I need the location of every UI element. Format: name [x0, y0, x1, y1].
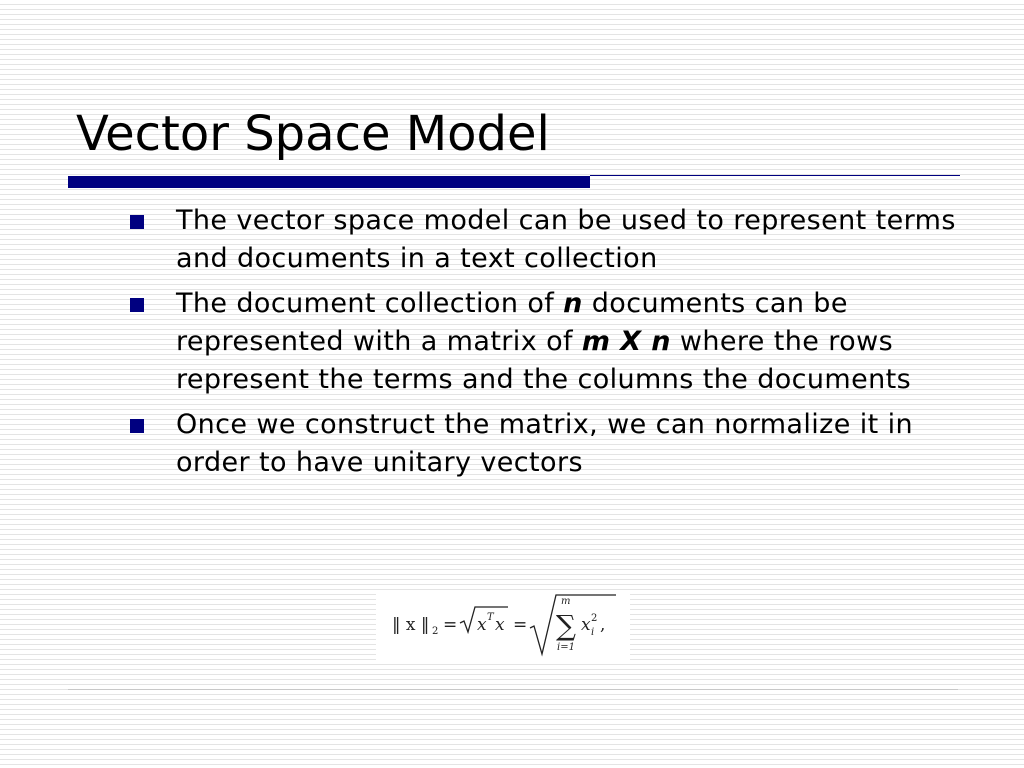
formula-norm-lhs: ‖ x ‖: [392, 615, 430, 635]
bullet-emphasis: m X n: [581, 326, 671, 357]
title-underline-bar: [68, 176, 590, 188]
formula-trailing-comma: ,: [600, 615, 606, 635]
bullet-text-run: Once we construct the matrix, we can normalize it in order to have unitary vectors: [176, 409, 914, 478]
bullet-text-run: The document collection of: [176, 288, 564, 319]
formula-term-sub: i: [591, 627, 595, 638]
bullet-text-run: where the rows represent the terms and the columns the documents: [176, 326, 912, 395]
square-bullet-icon: [130, 419, 144, 433]
formula-sqrt-radicand-base: x: [477, 615, 487, 635]
norm-formula: [376, 590, 630, 662]
bullet-text-run: documents can be represented with a matrix of: [176, 288, 848, 357]
formula-norm-subscript: 2: [432, 626, 439, 637]
bullet-text: [176, 205, 956, 274]
formula-equals-1: =: [443, 615, 458, 635]
formula-term-sup: 2: [591, 613, 598, 624]
bullet-text: [176, 288, 911, 395]
title-underline-hairline: [590, 175, 960, 176]
formula-sum-lower: i=1: [557, 642, 575, 653]
formula-sum-symbol: ∑: [556, 609, 576, 642]
bullet-item: [128, 285, 958, 399]
formula-sum-upper: m: [561, 596, 571, 607]
formula-term-base: x: [581, 615, 591, 635]
square-bullet-icon: [130, 298, 144, 312]
bullet-emphasis: n: [563, 288, 583, 319]
title-underline: [68, 174, 960, 190]
bullet-text-run: The vector space model can be used to represent terms and documents in a text collection: [176, 205, 956, 274]
bullet-item: [128, 406, 958, 482]
formula-sqrt-radicand-tail: x: [495, 615, 505, 635]
bullet-list: [128, 202, 958, 489]
footer-rule: [68, 689, 958, 690]
bullet-text: [176, 409, 913, 478]
formula-equals-2: =: [513, 615, 528, 635]
bullet-item: [128, 202, 958, 278]
slide-title: Vector Space Model: [76, 106, 550, 162]
norm-formula-svg: [376, 590, 630, 662]
square-bullet-icon: [130, 215, 144, 229]
formula-sqrt-radicand-sup: T: [487, 612, 494, 623]
